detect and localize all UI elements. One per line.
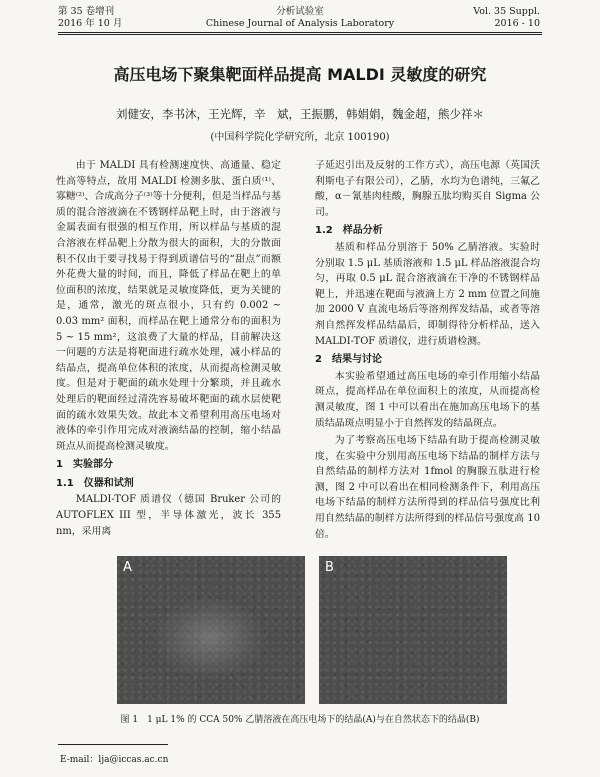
panel-label-b: B <box>325 560 334 575</box>
header-right <box>473 6 540 30</box>
left-column <box>56 158 281 541</box>
instruments-continued: 子延迟引出及反射的工作方式），高压电源（英国沃利斯电子有限公司），乙腈，水均为色谱纯，三氟乙酸，α－氰基肉桂酸，胸腺五肽均购买自 Sigma 公司。 <box>315 160 540 218</box>
journal-name-cn: 分析试验室 <box>276 6 324 17</box>
right-column <box>315 158 540 544</box>
panel-label-a: A <box>123 560 132 575</box>
author-list: 刘健安，李书沐，王光辉，辛 斌，王振鹏，韩娟娟，魏金超，熊少祥＊ <box>116 107 484 121</box>
crystal-spot <box>155 598 265 678</box>
section-heading-experimental: 1 实验部分 <box>56 459 113 471</box>
figure-caption: 图 1 1 μL 1% 的 CCA 50% 乙腈溶液在高压电场下的结晶(A)与在自然状态下的结晶(B) <box>120 715 480 725</box>
article-title: 高压电场下聚集靶面样品提高 MALDI 灵敏度的研究 <box>113 65 487 84</box>
results-paragraph-2: 为了考察高压电场下结晶有助于提高检测灵敏度，在实验中分别用高压电场下结晶的制样方法与自然结晶的制样方法对 1fmol 的胸腺五肽进行检测，图 2 中可以看出在相同检测条件下，利用高压电场下结晶的制样方法所得到的样品信号强度比利用自然结晶的制样方法所得到的样品信号强度高 10 倍。 <box>315 435 540 540</box>
affiliation: (中国科学院化学研究所，北京 100190) <box>210 132 390 143</box>
header-rule-top <box>58 32 542 33</box>
figure-1 <box>117 556 507 704</box>
footnote-rule <box>58 744 168 745</box>
date-en: 2016 - 10 <box>494 18 540 29</box>
header-rule-bottom <box>58 34 542 35</box>
intro-paragraph: 由于 MALDI 具有检测速度快、高通量、稳定性高等特点，故用 MALDI 检测多肽、蛋白质⁽¹⁾、寡糖⁽²⁾、合成高分子⁽³⁾等十分便利，但是当样品与基质的混合溶液滴在不锈钢样品靶上时，由于溶液与金属表面有很强的相互作用，所以样品与基质的混合溶液在样品靶上分散为很大的面积，大的分散面积不仅由于要寻找易于得到质谱信号的“甜点”而额外花费大量的时间，而且，降低了样品在靶上的单位面积的浓度，结果就是灵敏度降低，更为关键的是，通常，激光的斑点很小，只有约 0.002 ~ 0.03 mm² 面积，而样品在靶上通常分布的面积为 5 ~ 15 mm²，这浪费了大量的样品，目前解决这一问题的方法是将靶面进行疏水处理，减小样品的结晶点，提高单位体积的浓度，从而提高检测灵敏度。但是对于靶面的疏水处理十分繁琐，并且疏水处理后的靶面经过清洗容易破坏靶面的疏水层使靶面的疏水效果失效。故此本文希望利用高压电场对液体的牵引作用完成对液滴结晶的控制，缩小结晶斑点从而提高检测灵敏度。 <box>56 160 281 452</box>
subsection-heading-instruments: 1.1 仪器和试剂 <box>56 477 134 489</box>
section-heading-results: 2 结果与讨论 <box>315 354 382 366</box>
figure-panel-a <box>117 556 305 704</box>
volume-cn: 第 35 卷增刊 <box>58 6 115 17</box>
sample-analysis-paragraph: 基质和样品分别溶于 50% 乙腈溶液。实验时分别取 1.5 μL 基质溶液和 1.5 μL 样品溶液混合均匀，再取 0.5 μL 混合溶液滴在干净的不锈钢样品靶上，并迅速在靶面与液滴上方 2 mm 位置之间施加 2000 V 直流电场后等溶剂挥发结晶，或者等溶剂自然挥发样品结晶后，即制得待分析样品，送入 MALDI-TOF 质谱仪，进行质谱检测。 <box>315 241 540 347</box>
instruments-paragraph: MALDI-TOF 质谱仪（德国 Bruker 公司的 AUTOFLEX III 型，半导体激光，波长 355 nm，采用离 <box>56 494 281 537</box>
figure-panel-b <box>319 556 507 704</box>
volume-en: Vol. 35 Suppl. <box>473 6 540 17</box>
corresponding-email: E-mail：lja@iccas.ac.cn <box>60 755 169 765</box>
journal-name-en: Chinese Journal of Analysis Laboratory <box>205 18 395 29</box>
results-paragraph-1: 本实验希望通过高压电场的牵引作用缩小结晶斑点，提高样品在单位面积上的浓度，从而提高检测灵敏度，图 1 中可以看出在施加高压电场下的基质结晶斑点明显小于自然挥发的结晶斑点。 <box>315 370 540 429</box>
subsection-heading-sample-analysis: 1.2 样品分析 <box>315 225 383 237</box>
date-cn: 2016 年 10 月 <box>58 18 123 29</box>
